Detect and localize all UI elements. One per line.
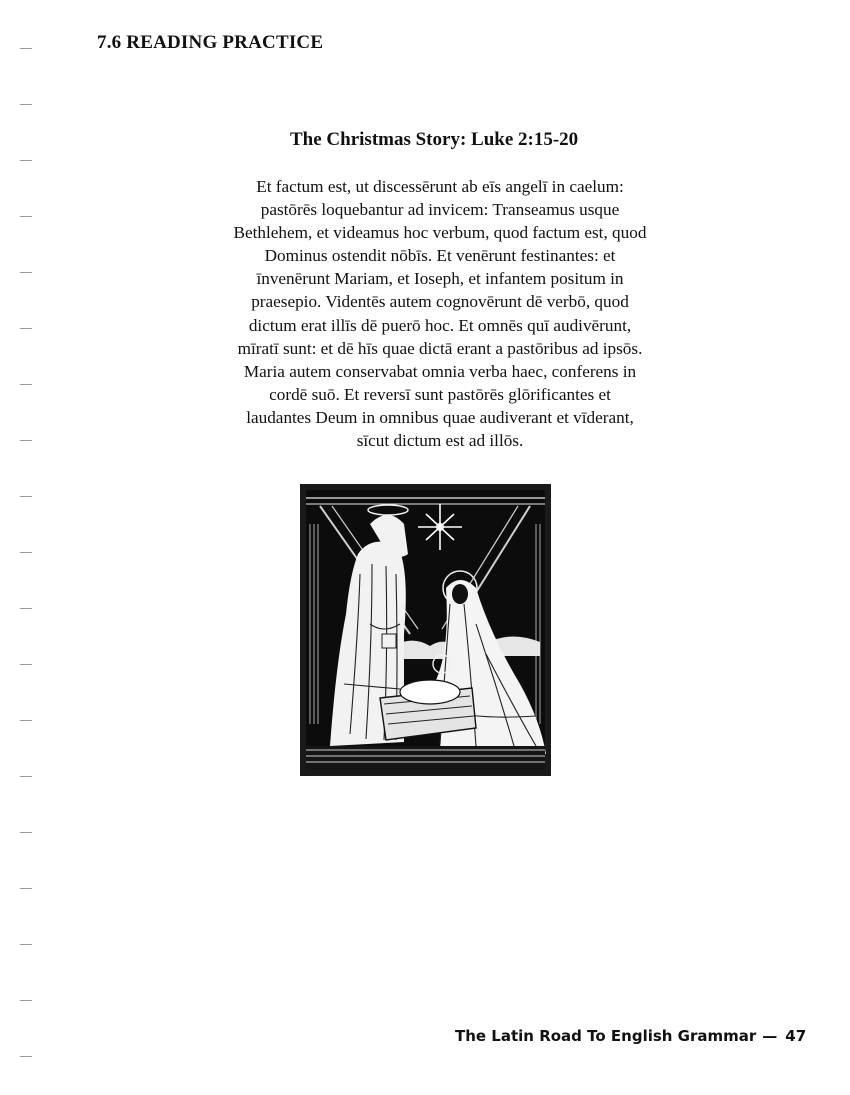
nativity-scene-woodcut-icon xyxy=(300,484,551,776)
passage-line: Bethlehem, et videamus hoc verbum, quod factum est, quod xyxy=(233,223,647,243)
passage-line: praesepio. Videntēs autem cognovērunt dē verbō, quod xyxy=(251,292,629,312)
passage-line: īnvenērunt Mariam, et Ioseph, et infantem positum in xyxy=(256,269,624,289)
binding-mark xyxy=(20,216,32,217)
passage-line: laudantes Deum in omnibus quae audiverant et vīderant, xyxy=(246,407,634,427)
binding-edge xyxy=(0,0,40,1095)
binding-mark xyxy=(20,1056,32,1057)
footer-separator: — xyxy=(762,1027,778,1045)
passage-line: sīcut dictum est ad illōs. xyxy=(356,431,524,451)
binding-mark xyxy=(20,104,32,105)
passage-line: Et factum est, ut discessērunt ab eīs angelī in caelum: xyxy=(256,177,624,196)
passage-line: mīratī sunt: et dē hīs quae dictā erant a pastōribus ad ipsōs. xyxy=(237,338,643,358)
section-heading: 7.6 READING PRACTICE xyxy=(97,32,324,53)
passage-line: pastōrēs loquebantur ad invicem: Transeamus usque xyxy=(260,200,620,220)
binding-mark xyxy=(20,608,32,609)
binding-mark xyxy=(20,272,32,273)
passage-line: cordē suō. Et reversī sunt pastōrēs glōrificantes et xyxy=(269,384,611,404)
book-title: The Latin Road To English Grammar xyxy=(455,1027,757,1045)
binding-mark xyxy=(20,832,32,833)
page-number: 47 xyxy=(785,1027,807,1045)
binding-mark xyxy=(20,328,32,329)
story-title: The Christmas Story: Luke 2:15-20 xyxy=(290,129,579,150)
binding-mark xyxy=(20,160,32,161)
binding-mark xyxy=(20,944,32,945)
latin-passage xyxy=(190,175,690,452)
binding-mark xyxy=(20,496,32,497)
binding-mark xyxy=(20,384,32,385)
binding-mark xyxy=(20,776,32,777)
binding-mark xyxy=(20,48,32,49)
binding-mark xyxy=(20,888,32,889)
passage-line: Maria autem conservabat omnia verba haec, conferens in xyxy=(243,361,637,381)
binding-mark xyxy=(20,720,32,721)
passage-line: Dominus ostendit nōbīs. Et venērunt festinantes: et xyxy=(264,246,616,266)
binding-mark xyxy=(20,552,32,553)
page-footer xyxy=(455,1027,806,1045)
binding-mark xyxy=(20,664,32,665)
binding-mark xyxy=(20,1000,32,1001)
binding-mark xyxy=(20,440,32,441)
passage-line: dictum erat illīs dē puerō hoc. Et omnēs quī audivērunt, xyxy=(248,315,632,335)
